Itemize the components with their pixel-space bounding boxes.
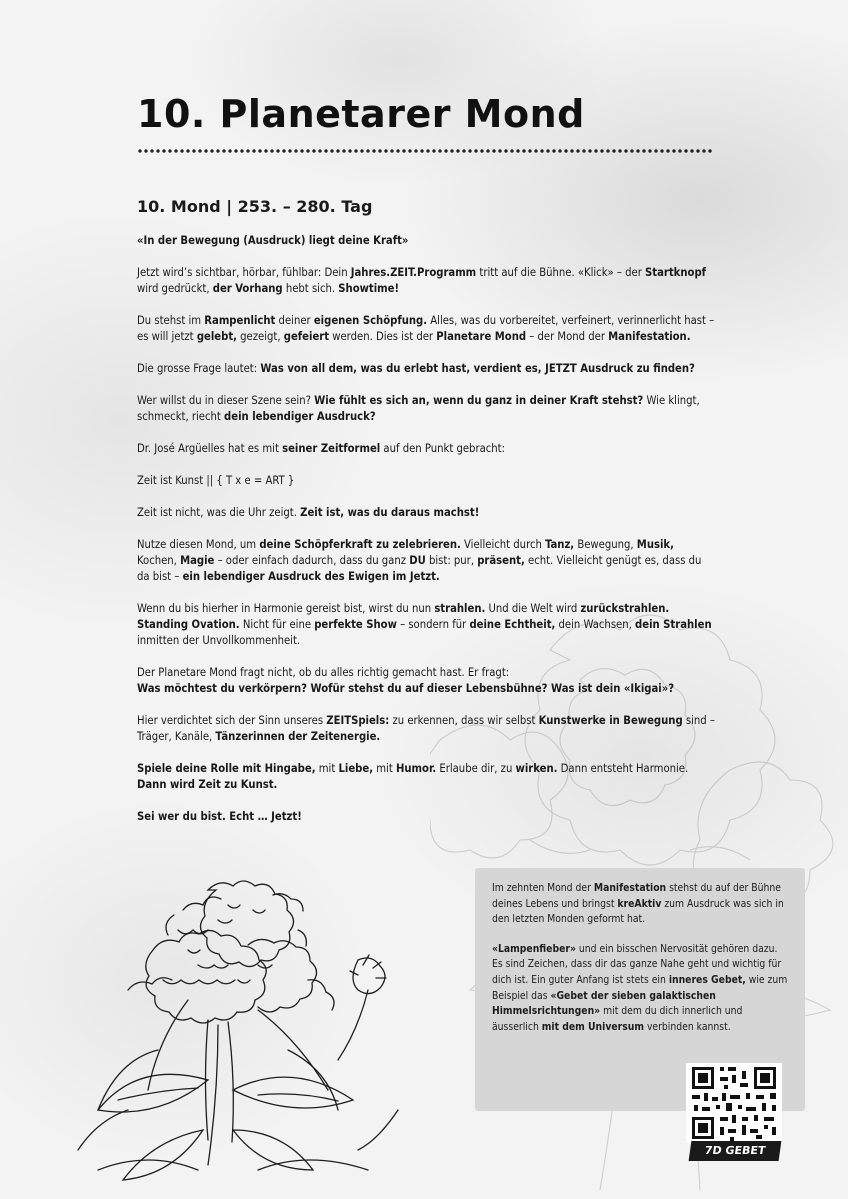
bold-text: dein Strahlen: [635, 618, 712, 631]
bold-text: gelebt,: [196, 330, 237, 343]
text-paragraph: [137, 713, 715, 745]
bold-text: strahlen.: [434, 602, 486, 615]
bold-text: «In der Bewegung (Ausdruck) liegt deine Kraft»: [137, 234, 409, 247]
text-run: Dr. José Argüelles hat es mit: [137, 442, 283, 455]
bold-text: Sei wer du bist. Echt … Jetzt!: [137, 810, 302, 823]
bold-text: Tänzerinnen der Zeitenergie.: [215, 730, 381, 743]
bold-text: ein lebendiger Ausdruck des Ewigen im Jetzt.: [182, 570, 440, 583]
bold-text: Rampenlicht: [204, 314, 276, 327]
bold-text: wirken.: [515, 762, 558, 775]
text-run: – der Mond der: [526, 330, 609, 343]
text-run: dein Wachsen,: [555, 618, 636, 631]
text-run: Zeit ist nicht, was die Uhr zeigt.: [137, 506, 301, 519]
text-paragraph: [137, 265, 715, 297]
bold-text: der Vorhang: [212, 282, 283, 295]
text-paragraph: [137, 505, 715, 521]
text-run: mit: [315, 762, 339, 775]
bold-text: deine Echtheit,: [469, 618, 556, 631]
bold-text: Was möchtest du verkörpern? Wofür stehst du auf dieser Lebensbühne? Was ist dein «Ikigai»?: [137, 682, 675, 695]
text-run: Wenn du bis hierher in Harmonie gereist bist, wirst du nun: [137, 602, 435, 615]
text-run: zu erkennen, dass wir selbst: [389, 714, 539, 727]
text-paragraph: [137, 665, 715, 681]
text-run: Jetzt wird’s sichtbar, hörbar, fühlbar: Dein: [137, 266, 351, 279]
text-run: auf den Punkt gebracht:: [380, 442, 506, 455]
bold-text: zurückstrahlen. Standing Ovation.: [137, 602, 670, 631]
bold-text: Tanz,: [545, 538, 575, 551]
page-title: 10. Planetarer Mond: [137, 92, 585, 136]
bold-text: Wie fühlt es sich an, wenn du ganz in deiner Kraft stehst?: [314, 394, 644, 407]
bold-text: inneres Gebet,: [668, 973, 746, 986]
text-run: Du stehst im: [137, 314, 205, 327]
text-run: wie zum Beispiel das: [492, 973, 788, 1002]
info-paragraph: [492, 942, 788, 1036]
question-paragraph: [137, 681, 715, 697]
bold-text: ZEITSpiels:: [326, 714, 390, 727]
text-run: stehst du auf der Bühne deines Lebens und bringst: [492, 882, 781, 910]
text-run: hebt sich.: [282, 282, 339, 295]
bold-text: dein lebendiger Ausdruck?: [224, 410, 376, 423]
bold-text: seiner Zeitformel: [282, 442, 381, 455]
closing-paragraph: [137, 809, 715, 825]
text-paragraph: [137, 233, 715, 249]
text-run: Nicht für eine: [239, 618, 315, 631]
bold-text: Manifestation: [593, 882, 667, 894]
text-paragraph: [137, 601, 715, 649]
bold-text: Showtime!: [338, 282, 400, 295]
text-run: und ein bisschen Nervosität gehören dazu. Es sind Zeichen, dass dir das ganze Nahe geht und wichtig für dich ist. Ein guter Anfang ist stets ein: [492, 942, 782, 986]
bold-text: präsent,: [477, 554, 525, 567]
text-run: Kochen,: [137, 554, 181, 567]
bold-text: Planetare Mond: [436, 330, 527, 343]
text-run: zum Ausdruck was sich in den letzten Monden geformt hat.: [492, 897, 784, 926]
text-run: Die grosse Frage lautet:: [137, 362, 261, 375]
info-paragraph: [492, 881, 788, 928]
text-run: Hier verdichtet sich der Sinn unseres: [137, 714, 327, 727]
text-paragraph: [137, 313, 715, 345]
bold-text: Magie: [180, 554, 215, 567]
text-run: bist: pur,: [425, 554, 478, 567]
text-paragraph: [137, 761, 715, 793]
text-run: echt. Vielleicht genügt es, dass du da bist –: [137, 554, 702, 583]
bold-text: Was von all dem, was du erlebt hast, verdient es, JETZT Ausdruck zu finden?: [260, 362, 695, 375]
text-run: gezeigt,: [236, 330, 284, 343]
text-run: Alles, was du vorbereitet, verfeinert, verinnerlicht hast – es will jetzt: [137, 314, 715, 343]
bold-text: «Gebet der sieben galaktischen Himmelsrichtungen»: [492, 989, 716, 1018]
bold-text: kreAktiv: [617, 897, 662, 910]
bold-text: eigenen Schöpfung.: [313, 314, 428, 327]
qr-code-icon: [686, 1063, 782, 1143]
text-paragraph: [137, 361, 715, 377]
qr-badge-label: 7D GEBET: [689, 1141, 782, 1161]
text-run: mit: [373, 762, 396, 775]
text-run: wird gedrückt,: [137, 282, 213, 295]
bold-text: perfekte Show: [314, 618, 397, 631]
text-run: Der Planetare Mond fragt nicht, ob du alles richtig gemacht hast. Er fragt:: [137, 666, 510, 679]
flower-illustration: [58, 850, 418, 1199]
text-run: Wie klingt, schmeckt, riecht: [137, 394, 700, 423]
bold-text: Liebe,: [338, 762, 374, 775]
text-run: Dann entsteht Harmonie.: [557, 762, 689, 775]
moon-subtitle: 10. Mond | 253. – 280. Tag: [137, 197, 373, 216]
bold-text: Humor.: [395, 762, 437, 775]
bold-text: Manifestation.: [608, 330, 691, 343]
text-run: verbinden kannst.: [644, 1020, 731, 1033]
text-run: sind – Träger, Kanäle,: [137, 714, 715, 743]
text-run: Und die Welt wird: [485, 602, 581, 615]
text-run: Wer willst du in dieser Szene sein?: [137, 394, 315, 407]
text-run: – sondern für: [396, 618, 470, 631]
text-run: inmitten der Unvollkommenheit.: [137, 634, 301, 647]
bold-text: deine Schöpferkraft zu zelebrieren.: [259, 538, 461, 551]
text-run: Zeit ist Kunst || { T x e = ART }: [137, 474, 295, 487]
text-paragraph: [137, 537, 715, 585]
bold-text: mit dem Universum: [541, 1020, 644, 1033]
text-run: Vielleicht durch: [460, 538, 546, 551]
bold-text: Musik,: [636, 538, 674, 551]
text-run: Erlaube dir, zu: [436, 762, 516, 775]
info-box-text: [492, 881, 788, 1049]
bold-text: Zeit ist, was du daraus machst!: [300, 506, 480, 519]
bold-text: DU: [409, 554, 426, 567]
bold-text: Startknopf: [645, 266, 707, 279]
text-run: Im zehnten Mond der: [492, 882, 594, 894]
bold-text: Jahres.ZEIT.Programm: [350, 266, 477, 279]
text-paragraph: [137, 441, 715, 457]
main-text: [137, 233, 715, 841]
bold-text: «Lampenfieber»: [492, 942, 576, 955]
bold-text: Dann wird Zeit zu Kunst.: [137, 778, 278, 791]
text-run: werden. Dies ist der: [329, 330, 437, 343]
bold-text: gefeiert: [283, 330, 330, 343]
formula-paragraph: [137, 473, 715, 489]
bold-text: Spiele deine Rolle mit Hingabe,: [137, 762, 316, 775]
text-run: Bewegung,: [574, 538, 637, 551]
dotted-divider: [137, 148, 713, 154]
text-run: mit dem du dich innerlich und äusserlich: [492, 1005, 743, 1033]
bold-text: Kunstwerke in Bewegung: [538, 714, 683, 727]
text-run: tritt auf die Bühne. «Klick» – der: [476, 266, 646, 279]
text-run: deiner: [275, 314, 314, 327]
text-paragraph: [137, 393, 715, 425]
text-run: Nutze diesen Mond, um: [137, 538, 260, 551]
text-run: – oder einfach dadurch, dass du ganz: [214, 554, 410, 567]
